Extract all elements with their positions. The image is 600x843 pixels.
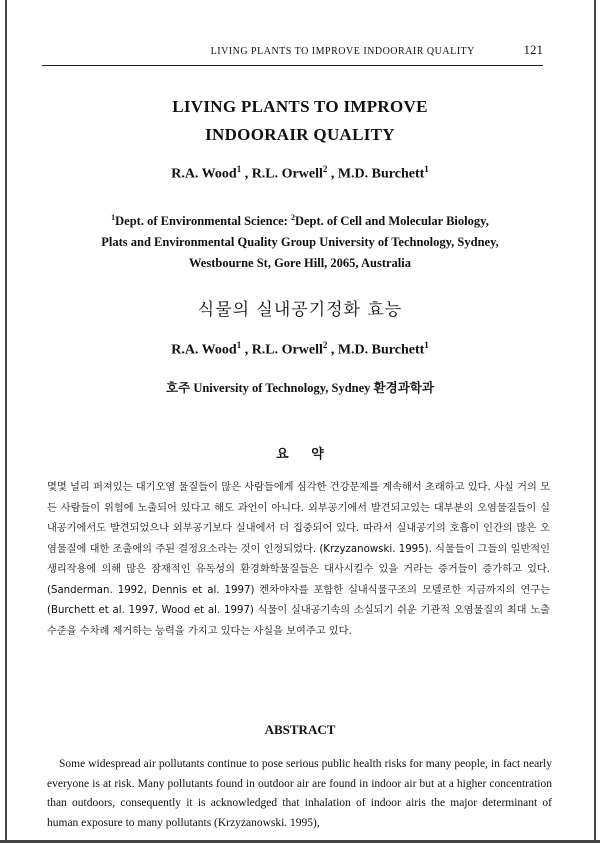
affiliation-line-3: Westbourne St, Gore Hill, 2065, Australia (189, 256, 411, 271)
affiliation-dept-2: Dept. of Cell and Molecular Biology, (294, 214, 489, 229)
author-name: R.A. Wood (171, 342, 237, 358)
author-separator: , (241, 166, 252, 182)
author-name: M.D. Burchett (337, 342, 425, 358)
abstract-body (47, 755, 552, 833)
author-separator: , (241, 342, 252, 358)
author-affiliation-mark: 1 (424, 164, 429, 174)
title-line-2: INDOORAIR QUALITY (205, 125, 395, 144)
page-left-border (5, 0, 7, 843)
author-separator: , (327, 166, 338, 182)
paper-title (30, 93, 570, 149)
page-number: 121 (523, 42, 543, 57)
running-header (42, 42, 543, 58)
korean-affiliation: 호주 University of Technology, Sydney 환경과학과 (166, 381, 434, 395)
affiliation-dept-1: Dept. of Environmental Science: (115, 214, 291, 229)
korean-title: 식물의 실내공기정화 효능 (197, 300, 403, 320)
author-name: R.A. Wood (171, 166, 237, 182)
author-affiliation-mark: 2 (322, 164, 328, 174)
page-right-border (594, 0, 596, 843)
author-affiliation-mark: 1 (236, 164, 242, 174)
header-rule (42, 65, 543, 66)
author-separator: , (327, 342, 338, 358)
author-affiliation-mark: 1 (236, 340, 242, 350)
korean-abstract-text: 몇몇 널리 퍼져있는 대기오염 물질들이 많은 사람들에게 심각한 건강문제를 계속해서 초래하고 있다. 사실 거의 모든 사람들이 위험에 노출되어 있다고 해도 과언이 아니다. 외부공기에서 발견되고있는 대부분의 오염물질들이 실내공기에서도 발견되었으나 외부공기보다 실내에서 더 집중되어 있다. 따라서 실내공기의 호흡이 인간의 많은 오염물질에 대한 조출에의 주된 결정요소라는 것이 인정되었다. (Krzyzanowski. 1995). 식물들이 그들의 일반적인 생리작용에 의해 많은 잠재적인 유독성의 환경화학물질들은 대사시킬수 있을 거라는 증거들이 증가하고 있다. (Sanderman. 1992, Dennis et al. 1997) 켄차야자를 포함한 실내식물구조의 모델로한 지금까지의 연구는 (Burchett et al. 1997, Wood et al. 1997) 식물이 실내공기속의 소실되기 쉬운 기관적 오염물질의 최대 노출 수준을 수차례 제거하는 능력을 가지고 있다는 사실을 보여주고 있다. (47, 482, 550, 637)
author-name: M.D. Burchett (337, 166, 425, 182)
author-name: R.L. Orwell (251, 166, 323, 182)
author-list-korean-section (30, 340, 570, 359)
korean-abstract-body (47, 478, 550, 642)
title-line-1: LIVING PLANTS TO IMPROVE (172, 97, 428, 116)
affiliation-line-1 (30, 207, 570, 232)
running-title: LIVING PLANTS TO IMPROVE INDOORAIR QUALITY (210, 46, 475, 57)
author-affiliation-mark: 2 (322, 340, 328, 350)
affiliation-mark: 1 (111, 213, 116, 222)
author-affiliation-mark: 1 (424, 340, 429, 350)
affiliation-line-2: Plats and Environmental Quality Group University of Technology, Sydney, (101, 235, 499, 250)
korean-abstract-heading: 요 약 (276, 447, 324, 462)
author-name: R.L. Orwell (251, 342, 323, 358)
abstract-heading: ABSTRACT (264, 722, 336, 737)
affiliation-mark: 2 (290, 213, 295, 222)
abstract-text: Some widespread air pollutants continue to pose serious public health risks for many people, in fact nearly everyone is at risk. Many pollutants found in outdoor air are found in indoor air but at a higher concentration than outdoors, consequently it is acknowledged that inhalation of indoor airis the major determinant of human exposure to many pollutants (Krzyzanowski. 1995), (47, 758, 552, 829)
author-list-english (30, 164, 570, 183)
affiliation-block (30, 207, 570, 274)
